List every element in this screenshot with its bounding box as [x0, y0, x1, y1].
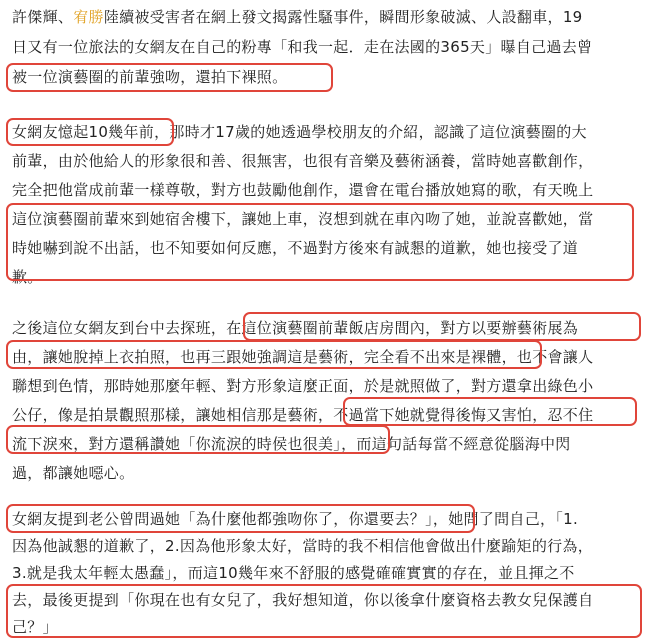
highlight-box: [6, 340, 542, 369]
text-span: 女網友憶起10幾年前，那時才17歲的她透過學校朋友的介紹，認識了這位演藝圈的大: [12, 123, 587, 141]
highlighted-name: 宥勝: [73, 8, 104, 26]
text-span: 因為他誠懇的道歉了，2.因為他形象太好，當時的我不相信他會做出什麼踰矩的行為，: [12, 537, 594, 555]
text-span: 己？」: [12, 618, 58, 636]
text-span: 流下淚來，對方還稱讚她「你流淚的時侯也很美」，而這句話每當不經意從腦海中閃: [12, 435, 571, 453]
text-span: 之後這位女網友到台中去探班，在這位演藝圈前輩飯店房間內，對方以要辦藝術展為: [12, 319, 579, 337]
text-span: 前輩，由於他給人的形象很和善、很無害，也很有音樂及藝術涵養，當時她喜歡創作，: [12, 152, 594, 170]
text-span: 完全把他當成前輩一樣尊敬，對方也鼓勵他創作，還會在電台播放她寫的歌，有天晚上: [12, 181, 594, 199]
text-line: [12, 458, 134, 488]
text-line: [12, 175, 593, 205]
text-line: [12, 146, 593, 176]
text-span: 公仔，像是拍景觀照那樣，讓她相信那是藝術，不過當下她就覺得後悔又害怕，忍不住: [12, 406, 594, 424]
highlight-box: [6, 584, 642, 638]
text-span: 許傑輝、: [12, 8, 74, 26]
highlight-box: [6, 504, 475, 533]
highlight-box: [6, 425, 390, 454]
highlight-box: [6, 203, 634, 281]
text-span: 陸續被受害者在網上發文揭露性騷事件，瞬間形象破滅、人設翻車，19: [103, 8, 583, 26]
text-span: 時她嚇到說不出話，也不知要如何反應，不過對方後來有誠懇的道歉，她也接受了道: [12, 239, 579, 257]
text-line: [12, 32, 592, 62]
text-span: 3.就是我太年輕太愚蠢」，而這10幾年來不舒服的感覺確確實實的存在，並且揮之不: [12, 564, 575, 582]
text-span: 過，都讓她噁心。: [12, 464, 135, 482]
text-span: 被一位演藝圈的前輩強吻，還拍下裸照。: [12, 68, 288, 86]
highlight-box: [243, 312, 641, 341]
highlight-box: [6, 118, 174, 146]
text-span: 去，最後更提到「你現在也有女兒了，我好想知道，你以後拿什麼資格去教女兒保護自: [12, 591, 594, 609]
text-span: 這位演藝圈前輩來到她宿舍樓下，讓她上車，沒想到就在車內吻了她，並說喜歡她，當: [12, 210, 594, 228]
highlight-box: [343, 397, 637, 426]
text-span: 日又有一位旅法的女網友在自己的粉專「和我一起．走在法國的365天」曝自己過去曾: [12, 38, 593, 56]
highlight-box: [6, 63, 333, 92]
text-span: 女網友提到老公曾問過她「為什麼他都強吻你了，你還要去？」，她問了問自己，「1.: [12, 510, 579, 528]
text-line: [12, 2, 583, 32]
text-span: 聯想到色情，那時她那麼年輕、對方形象這麼正面，於是就照做了，對方還拿出綠色小: [12, 377, 594, 395]
text-span: 由，讓她脫掉上衣拍照，也再三跟她強調這是藝術，完全看不出來是裸體，也不會讓人: [12, 348, 594, 366]
text-line: [12, 531, 593, 561]
text-span: 歉。: [12, 268, 43, 286]
